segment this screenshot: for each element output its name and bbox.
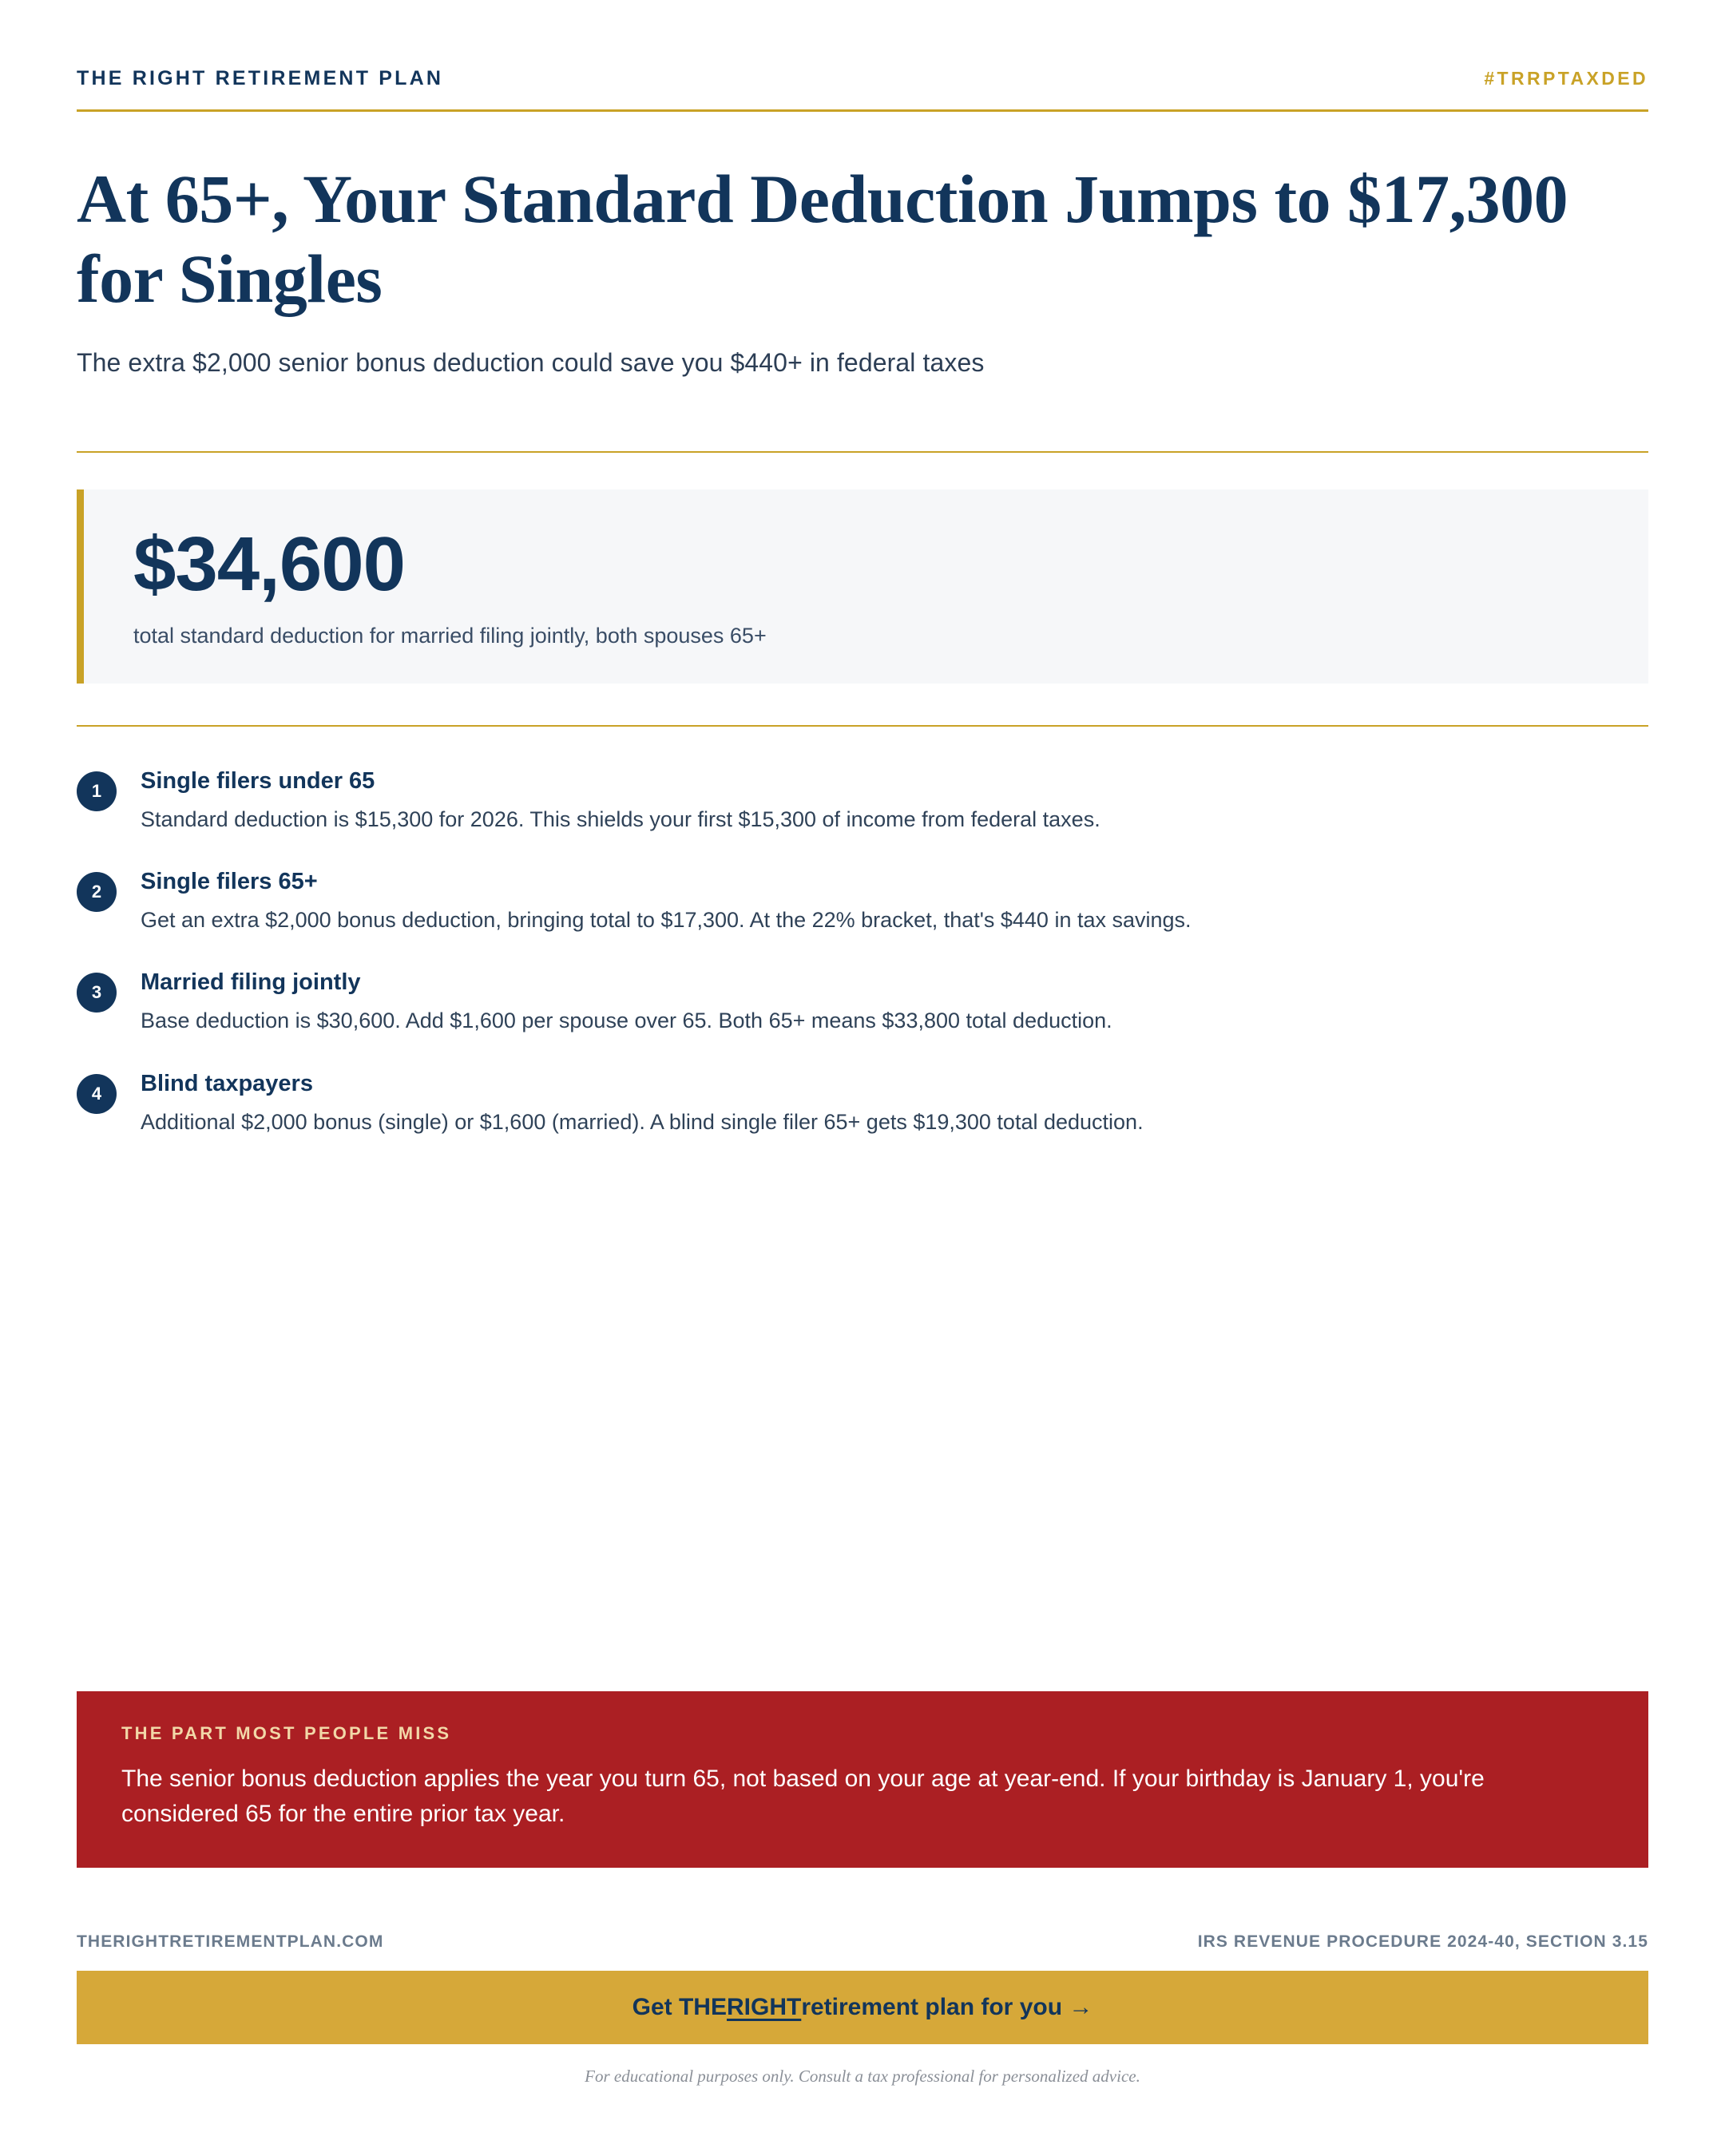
page-title: At 65+, Your Standard Deduction Jumps to $17,300 for Singles: [77, 161, 1568, 317]
cta-button[interactable]: [77, 1971, 1648, 2044]
list-item: [77, 768, 1648, 834]
footer-source: IRS REVENUE PROCEDURE 2024-40, SECTION 3.15: [1197, 1932, 1648, 1951]
list-item-description: Base deduction is $30,600. Add $1,600 per spouse over 65. Both 65+ means $33,800 total deduction.: [141, 1009, 1112, 1033]
footer-website: THERIGHTRETIREMENTPLAN.COM: [77, 1932, 384, 1951]
numbered-list: [77, 768, 1648, 1137]
list-item-description: Get an extra $2,000 bonus deduction, bringing total to $17,300. At the 22% bracket, that's $440 in tax savings.: [141, 907, 1192, 932]
list-item-description: Additional $2,000 bonus (single) or $1,600 (married). A blind single filer 65+ gets $19,300 total deduction.: [141, 1109, 1144, 1134]
stat-value: $34,600: [133, 521, 406, 607]
page-header: [77, 0, 1648, 109]
list-item-number: 3: [77, 973, 117, 1013]
list-item-title: Blind taxpayers: [141, 1070, 313, 1096]
list-item: [77, 969, 1648, 1035]
stat-divider: [77, 725, 1648, 727]
title-block: [77, 112, 1648, 378]
list-item-number: 1: [77, 771, 117, 811]
list-item-body: [141, 869, 1192, 934]
footer-meta: [77, 1932, 1648, 1952]
cta-prefix: Get THE: [632, 1994, 727, 2020]
callout-box: [77, 1691, 1648, 1868]
list-item-body: [141, 969, 1112, 1035]
title-divider-wrap: [77, 378, 1648, 453]
list-item-description: Standard deduction is $15,300 for 2026. This shields your first $15,300 of income from federal taxes.: [141, 807, 1100, 831]
stat-divider-wrap: [77, 684, 1648, 727]
callout-kicker: THE PART MOST PEOPLE MISS: [121, 1723, 452, 1743]
title-divider: [77, 451, 1648, 453]
stat-label: total standard deduction for married filing jointly, both spouses 65+: [133, 623, 767, 648]
key-stat-panel: [77, 489, 1648, 684]
page-subtitle: The extra $2,000 senior bonus deduction could save you $440+ in federal taxes: [77, 347, 985, 377]
list-item-body: [141, 1071, 1144, 1136]
cta-suffix: retirement plan for you →: [801, 1994, 1093, 2020]
list-item-body: [141, 768, 1100, 834]
disclaimer-text: For educational purposes only. Consult a tax professional for personalized advice.: [585, 2067, 1140, 2086]
campaign-hashtag: #TRRPTAXDED: [1484, 68, 1648, 89]
list-item-title: Single filers 65+: [141, 868, 318, 894]
list-item-number: 2: [77, 872, 117, 912]
list-item: [77, 869, 1648, 934]
cta-emphasis: RIGHT: [726, 1994, 802, 2020]
list-item-title: Married filing jointly: [141, 969, 361, 996]
list-item-title: Single filers under 65: [141, 767, 375, 794]
callout-text: The senior bonus deduction applies the year you turn 65, not based on your age at year-end. If your birthday is January 1, you're considered 65 for the entire prior tax year.: [121, 1766, 1485, 1827]
list-item: [77, 1071, 1648, 1136]
list-item-number: 4: [77, 1074, 117, 1114]
brand-name: THE RIGHT RETIREMENT PLAN: [77, 67, 444, 89]
